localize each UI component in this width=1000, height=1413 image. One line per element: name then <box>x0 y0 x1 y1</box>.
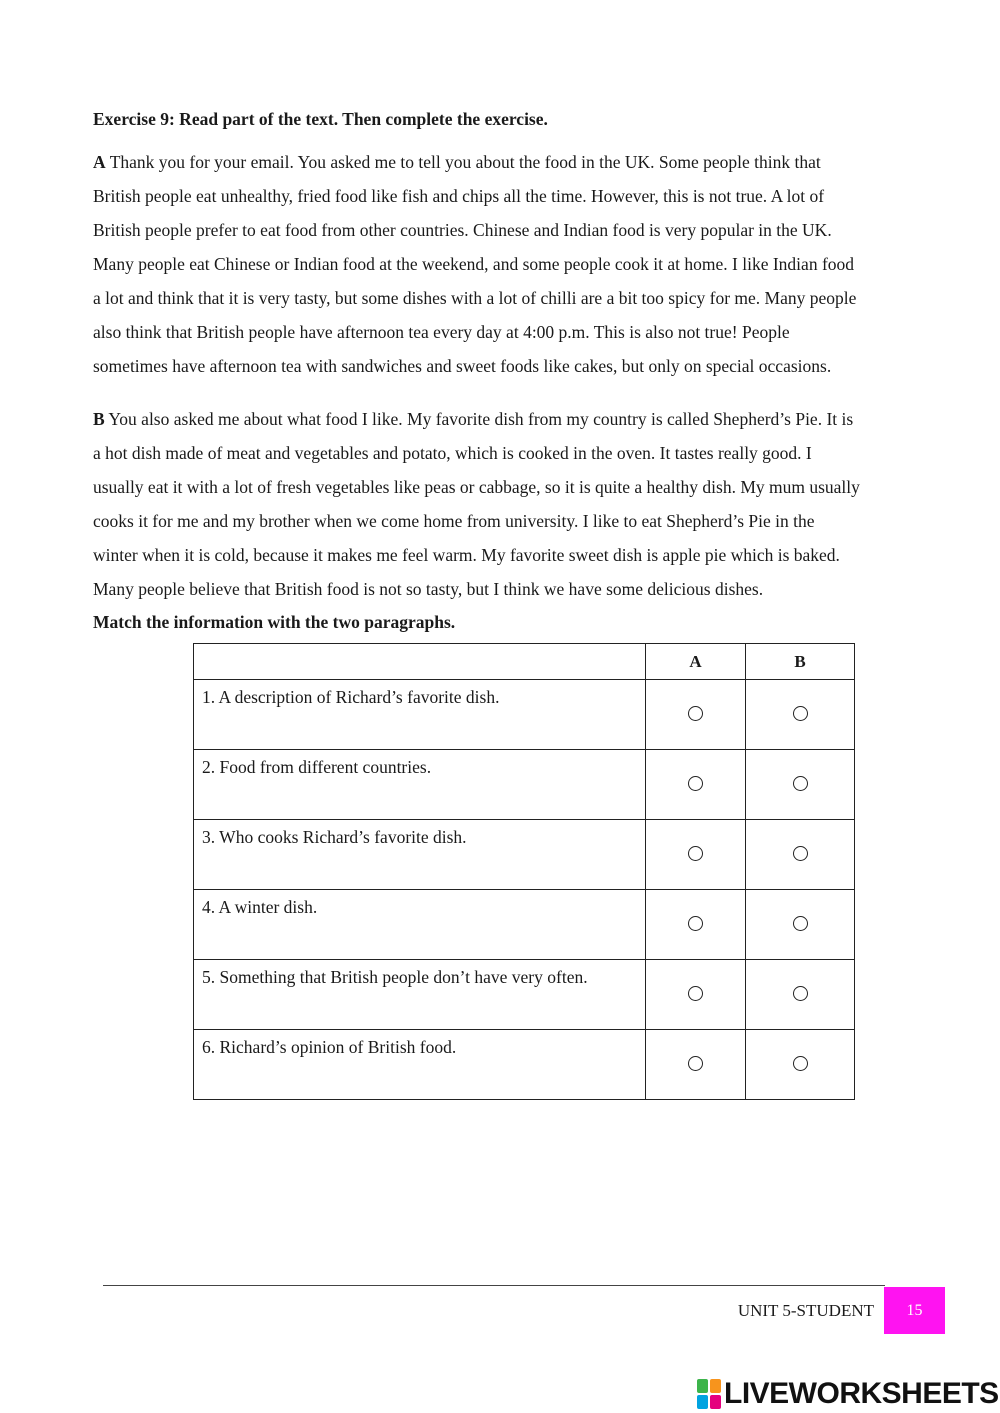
paragraph-a-line: Many people eat Chinese or Indian food at the weekend, and some people cook it at home. I like Indian food <box>93 254 855 274</box>
option-cell-a <box>646 960 746 1030</box>
liveworksheets-logo <box>697 1377 999 1411</box>
question-text: 4. A winter dish. <box>194 890 646 960</box>
radio-a-3[interactable] <box>688 846 703 861</box>
table-row <box>194 890 855 960</box>
logo-square-blue <box>697 1395 708 1409</box>
option-cell-b <box>746 820 855 890</box>
header-a: A <box>646 644 746 680</box>
footer-divider <box>103 1285 885 1286</box>
header-blank <box>194 644 646 680</box>
paragraph-a-line: A Thank you for your email. You asked me to tell you about the food in the UK. Some people think that <box>93 152 821 172</box>
logo-square-green <box>697 1379 708 1393</box>
option-cell-a <box>646 750 746 820</box>
radio-a-6[interactable] <box>688 1056 703 1071</box>
liveworksheets-logo-icon <box>697 1379 721 1409</box>
paragraph-b-line: winter when it is cold, because it makes me feel warm. My favorite sweet dish is apple pie which is baked. <box>93 545 840 565</box>
paragraph-b-line: B You also asked me about what food I like. My favorite dish from my country is called Shepherd’s Pie. It is <box>93 409 854 429</box>
radio-b-2[interactable] <box>793 776 808 791</box>
table-row <box>194 960 855 1030</box>
liveworksheets-wordmark: LIVEWORKSHEETS <box>724 1377 999 1410</box>
header-b: B <box>746 644 855 680</box>
logo-square-pink <box>710 1395 721 1409</box>
table-row <box>194 1030 855 1100</box>
question-text: 6. Richard’s opinion of British food. <box>194 1030 646 1100</box>
logo-square-orange <box>710 1379 721 1393</box>
paragraph-b-line: cooks it for me and my brother when we come home from university. I like to eat Shepherd’s Pie in the <box>93 511 815 531</box>
paragraph-a <box>93 145 963 383</box>
radio-a-4[interactable] <box>688 916 703 931</box>
paragraph-a-line: British people prefer to eat food from other countries. Chinese and Indian food is very popular in the UK. <box>93 220 832 240</box>
footer-unit-label: UNIT 5-STUDENT <box>737 1301 874 1320</box>
paragraph-b-label: B <box>93 409 105 429</box>
match-header-row <box>194 644 855 680</box>
option-cell-b <box>746 750 855 820</box>
exercise-title: Exercise 9: Read part of the text. Then complete the exercise. <box>93 109 548 129</box>
option-cell-b <box>746 680 855 750</box>
radio-a-2[interactable] <box>688 776 703 791</box>
option-cell-a <box>646 820 746 890</box>
option-cell-a <box>646 1030 746 1100</box>
question-text: 1. A description of Richard’s favorite dish. <box>194 680 646 750</box>
paragraph-a-line: British people eat unhealthy, fried food like fish and chips all the time. However, this is not true. A lot of <box>93 186 825 206</box>
table-row <box>194 750 855 820</box>
radio-a-5[interactable] <box>688 986 703 1001</box>
paragraph-a-line: a lot and think that it is very tasty, but some dishes with a lot of chilli are a bit too spicy for me. Many people <box>93 288 857 308</box>
paragraph-a-line: sometimes have afternoon tea with sandwiches and sweet foods like cakes, but only on special occasions. <box>93 356 832 376</box>
option-cell-b <box>746 890 855 960</box>
match-instructions: Match the information with the two paragraphs. <box>93 612 456 632</box>
table-row <box>194 820 855 890</box>
question-text: 5. Something that British people don’t have very often. <box>194 960 646 1030</box>
question-text: 3. Who cooks Richard’s favorite dish. <box>194 820 646 890</box>
paragraph-b-line: usually eat it with a lot of fresh vegetables like peas or cabbage, so it is quite a healthy dish. My mum usually <box>93 477 860 497</box>
paragraph-a-label: A <box>93 152 106 172</box>
page-number-badge: 15 <box>884 1287 945 1334</box>
radio-a-1[interactable] <box>688 706 703 721</box>
option-cell-b <box>746 1030 855 1100</box>
paragraph-b <box>93 402 963 606</box>
option-cell-b <box>746 960 855 1030</box>
radio-b-3[interactable] <box>793 846 808 861</box>
table-row <box>194 680 855 750</box>
question-text: 2. Food from different countries. <box>194 750 646 820</box>
paragraph-a-line: also think that British people have afternoon tea every day at 4:00 p.m. This is also not true! People <box>93 322 790 342</box>
option-cell-a <box>646 890 746 960</box>
radio-b-6[interactable] <box>793 1056 808 1071</box>
option-cell-a <box>646 680 746 750</box>
paragraph-b-line: a hot dish made of meat and vegetables and potato, which is cooked in the oven. It tastes really good. I <box>93 443 812 463</box>
match-table <box>193 643 855 1100</box>
radio-b-4[interactable] <box>793 916 808 931</box>
radio-b-1[interactable] <box>793 706 808 721</box>
radio-b-5[interactable] <box>793 986 808 1001</box>
paragraph-b-line: Many people believe that British food is not so tasty, but I think we have some delicious dishes. <box>93 579 764 599</box>
